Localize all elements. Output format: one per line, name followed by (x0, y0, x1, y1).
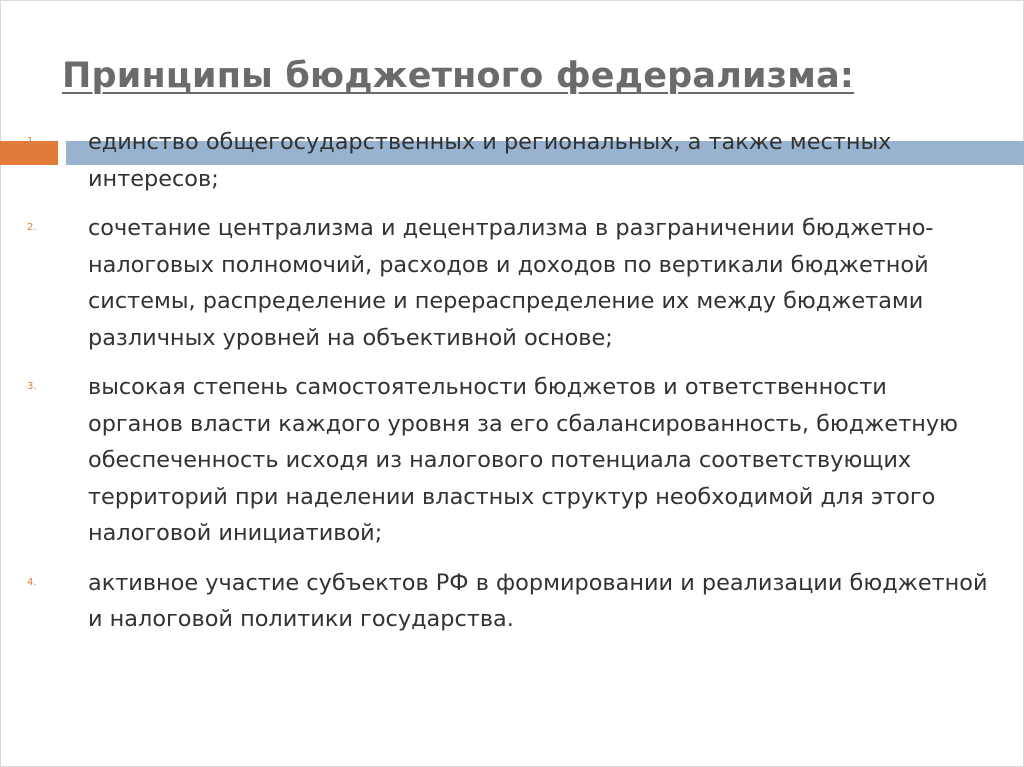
list-item-number: 4. (27, 576, 37, 588)
list-item-text: единство общегосударственных и региональных, а также местных интересов; (88, 129, 892, 192)
list-item-number: 3. (27, 381, 37, 392)
list-item-number: 1. (27, 136, 37, 147)
list-item-3 (0, 369, 988, 552)
list-item-1 (0, 124, 988, 197)
principles-list (0, 124, 988, 651)
list-item-text: активное участие субъектов РФ в формировании и реализации бюджетной и налоговой политики государства. (88, 569, 988, 632)
list-item-number: 2. (27, 222, 37, 233)
list-item-2 (0, 210, 988, 356)
slide-title: Принципы бюджетного федерализма: (62, 56, 855, 96)
list-item-text: сочетание централизма и децентрализма в разграничении бюджетно-налоговых полномочий, расходов и доходов по вертикали бюджетной системы, распределение и перераспределение их между бюджетами различных уровней на объективной основе; (88, 215, 934, 351)
list-item-text: высокая степень самостоятельности бюджетов и ответственности органов власти каждого уровня за его сбалансированность, бюджетную обеспеченность исходя из налогового потенциала соответствующих территорий при наделении властных структур необходимой для этого налоговой инициативой; (88, 374, 958, 546)
list-item-4 (0, 565, 988, 638)
